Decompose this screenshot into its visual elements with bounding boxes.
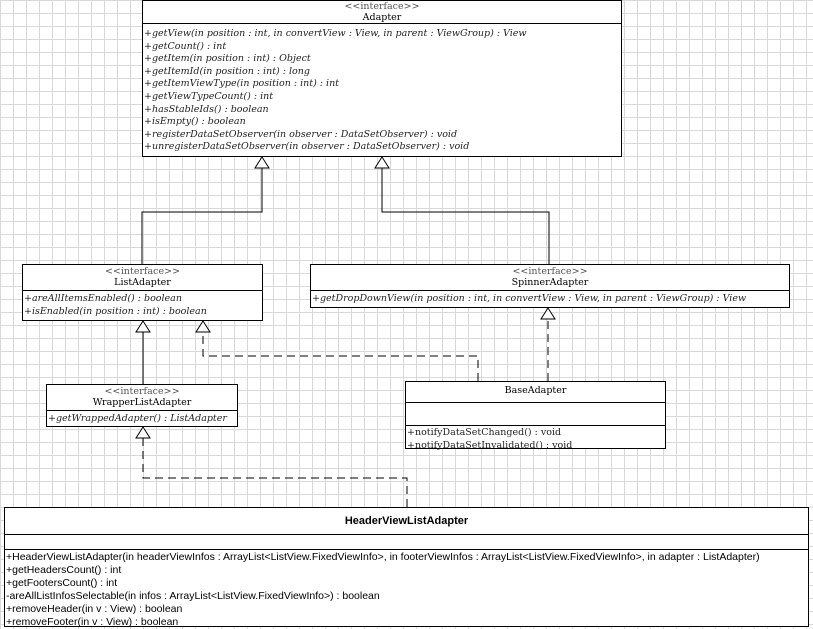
spinneradapter-name: SpinnerAdapter — [511, 277, 589, 288]
adapter-operation: +hasStableIds() : boolean — [144, 103, 269, 115]
wrapperlistadapter-header — [47, 385, 237, 411]
adapter-inherit-arrowhead-left — [255, 157, 269, 168]
listadapter-header — [23, 265, 262, 291]
wrapperlistadapter-stereotype: <<interface>> — [104, 386, 180, 397]
listadapter-interface-box — [22, 264, 263, 321]
adapter-operation: +getItemId(in position : int) : long — [144, 65, 310, 77]
listadapter-extends-adapter-line — [142, 167, 262, 264]
wrapperlistadapter-name: WrapperListAdapter — [92, 397, 192, 408]
adapter-inherit-arrowhead-right — [375, 157, 389, 168]
headerviewlistadapter-operation: +getHeadersCount() : int — [6, 564, 122, 576]
baseadapter-operation: +notifyDataSetChanged() : void — [407, 427, 562, 438]
headerviewlistadapter-header — [5, 508, 808, 535]
adapter-operations — [143, 24, 621, 154]
listadapter-name: ListAdapter — [114, 277, 171, 288]
baseadapter-implements-listadapter-line — [203, 331, 478, 381]
baseadapter-attributes-section — [406, 403, 665, 426]
baseadapter-operations — [406, 426, 665, 452]
headerviewlistadapter-attributes-section — [5, 535, 808, 550]
adapter-header — [143, 1, 621, 24]
spinneradapter-interface-box — [310, 264, 790, 308]
adapter-operation: +getItem(in position : int) : Object — [144, 53, 311, 65]
listadapter-operations — [23, 291, 262, 318]
headerviewlistadapter-name: HeaderViewListAdapter — [344, 515, 469, 527]
spinneradapter-realize-arrowhead — [541, 308, 555, 319]
wrapperlistadapter-realize-arrowhead — [136, 427, 150, 438]
spinneradapter-extends-adapter-line — [382, 167, 549, 264]
adapter-operation: +getView(in position : int, in convertView : View, in parent : ViewGroup) : View — [144, 28, 527, 39]
listadapter-stereotype: <<interface>> — [104, 266, 181, 277]
adapter-operation: +registerDataSetObserver(in observer : DataSetObserver) : void — [144, 128, 458, 140]
headerviewlistadapter-operation: +getFootersCount() : int — [6, 577, 118, 589]
wrapperlistadapter-interface-box — [46, 384, 238, 427]
adapter-operation: +isEmpty() : boolean — [144, 116, 246, 128]
listadapter-inherit-arrowhead — [136, 321, 150, 332]
adapter-stereotype: <<interface>> — [344, 1, 420, 12]
baseadapter-operation: +notifyDataSetInvalidated() : void — [407, 439, 573, 451]
headerviewlistadapter-operation: -areAllListInfosSelectable(in infos : ArrayList<ListView.FixedViewInfo>) : boolean — [6, 590, 380, 602]
headerviewlistadapter-operation: +removeHeader(in v : View) : boolean — [6, 603, 183, 615]
headerviewlistadapter-operation: +removeFooter(in v : View) : boolean — [6, 616, 179, 628]
listadapter-operation: +areAllItemsEnabled() : boolean — [24, 293, 182, 304]
spinneradapter-operations — [311, 291, 789, 306]
baseadapter-header — [406, 382, 665, 403]
headerviewlistadapter-class-box — [4, 507, 809, 627]
adapter-name: Adapter — [362, 12, 402, 23]
listadapter-operation: +isEnabled(in position : int) : boolean — [24, 305, 207, 317]
spinneradapter-stereotype: <<interface>> — [512, 266, 588, 277]
adapter-operation: +getItemViewType(in position : int) : int — [144, 78, 340, 90]
wrapperlistadapter-operation: +getWrappedAdapter() : ListAdapter — [48, 413, 227, 424]
headerviewlistadapter-operation: +HeaderViewListAdapter(in headerViewInfos : ArrayList<ListView.FixedViewInfo>, in footerViewInfos : ArrayList<ListView.FixedViewInfo>, in adapter : ListAdapter) — [6, 551, 760, 563]
headerviewlistadapter-operations — [5, 550, 808, 629]
baseadapter-name: BaseAdapter — [504, 385, 567, 396]
wrapperlistadapter-operations — [47, 411, 237, 426]
listadapter-realize-arrowhead — [196, 321, 210, 332]
adapter-operation: +getCount() : int — [144, 40, 227, 52]
headerviewlistadapter-implements-wrapperlistadapter-line — [143, 437, 407, 507]
adapter-interface-box — [142, 0, 622, 157]
spinneradapter-operation: +getDropDownView(in position : int, in convertView : View, in parent : ViewGroup) : View — [312, 293, 747, 304]
spinneradapter-header — [311, 265, 789, 291]
baseadapter-class-box — [405, 381, 666, 449]
adapter-operation: +unregisterDataSetObserver(in observer : DataSetObserver) : void — [144, 141, 470, 153]
adapter-operation: +getViewTypeCount() : int — [144, 90, 274, 102]
